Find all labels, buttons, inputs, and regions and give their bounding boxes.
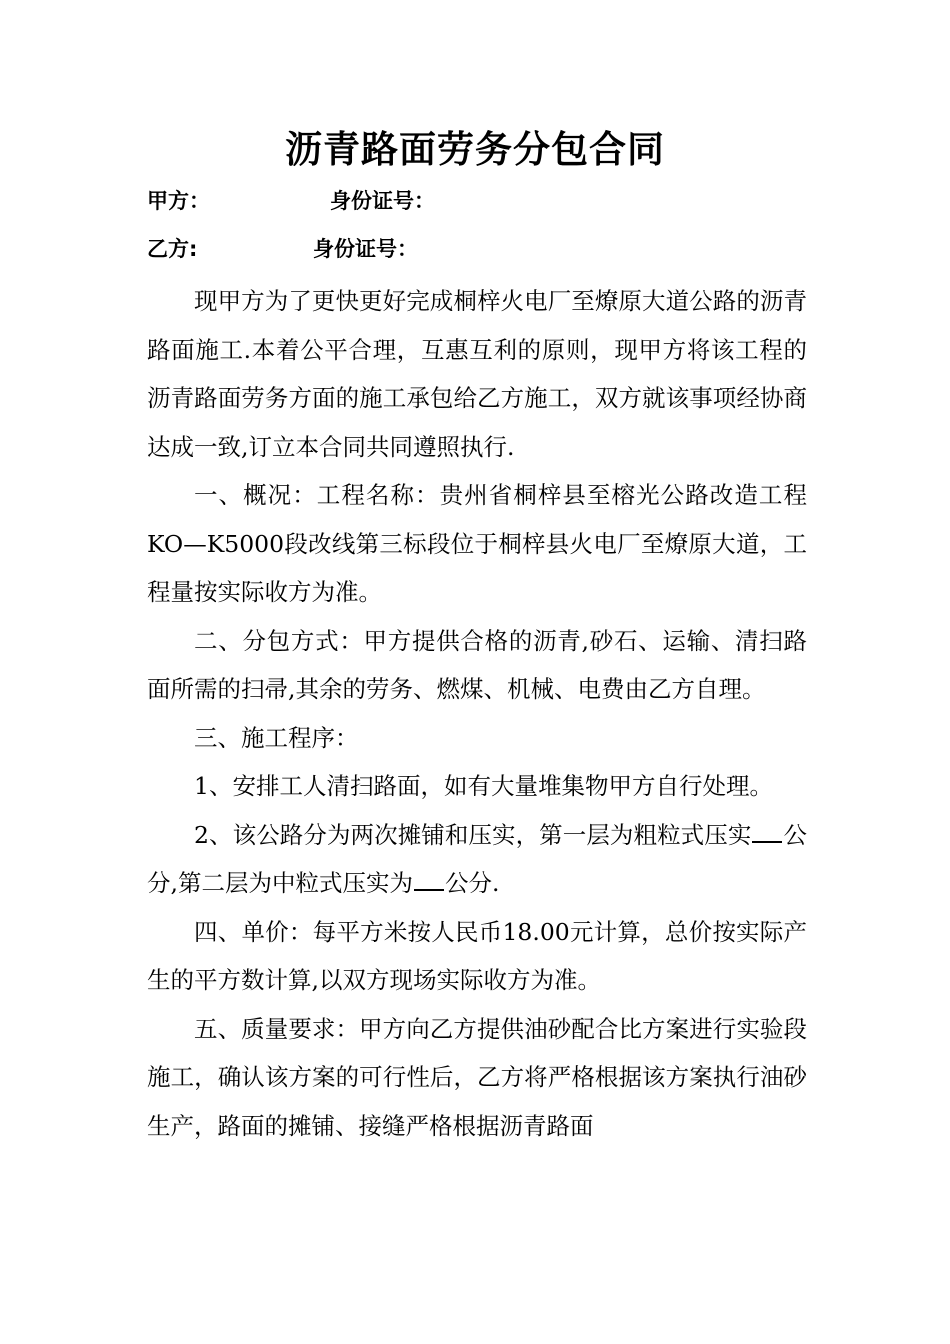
intro-paragraph: 现甲方为了更快更好完成桐梓火电厂至燎原大道公路的沥青路面施工.本着公平合理，互惠互利的原则，现甲方将该工程的沥青路面劳务方面的施工承包给乙方施工，双方就该事项经协商达成一致,订立本合同共同遵照执行.	[147, 287, 807, 461]
procedure-step-1: 1、安排工人清扫路面，如有大量堆集物甲方自行处理。	[194, 772, 773, 800]
section-overview: 一、概况：工程名称：贵州省桐梓县至榕光公路改造工程KO—K5000段改线第三标段位于桐梓县火电厂至燎原大道，工程量按实际收方为准。	[147, 481, 807, 606]
first-layer-thickness-blank	[752, 817, 782, 843]
section-construction-procedure: 三、施工程序：	[194, 723, 359, 752]
section-subcontract-method: 二、分包方式：甲方提供合格的沥青,砂石、运输、清扫路面所需的扫帚,其余的劳务、燃煤、机械、电费由乙方自理。	[147, 626, 807, 703]
section-unit-price: 四、单价：每平方米按人民币18.00元计算，总价按实际产生的平方数计算,以双方现场实际收方为准。	[147, 917, 807, 994]
procedure-step-2-text-b: 公分,第二层为中粒式压实为	[147, 820, 808, 897]
party-b-label: 乙方:	[147, 237, 198, 261]
party-a-label: 甲方：	[147, 189, 210, 213]
second-layer-thickness-blank	[414, 866, 444, 892]
section-quality-requirements: 五、质量要求：甲方向乙方提供油砂配合比方案进行实验段施工，确认该方案的可行性后，乙方将严格根据该方案执行油砂生产，路面的摊铺、接缝严格根据沥青路面	[147, 1014, 807, 1140]
procedure-step-2	[147, 811, 807, 908]
party-b-id-label: 身份证号：	[313, 237, 418, 261]
party-a-line	[147, 186, 435, 216]
procedure-step-2-text-a: 2、该公路分为两次摊铺和压实，第一层为粗粒式压实	[194, 820, 752, 849]
contract-body	[147, 277, 807, 1150]
document-title: 沥青路面劳务分包合同	[285, 128, 665, 171]
party-b-line	[147, 234, 418, 264]
procedure-step-2-text-c: 公分.	[444, 869, 500, 897]
party-a-id-label: 身份证号：	[330, 189, 435, 213]
